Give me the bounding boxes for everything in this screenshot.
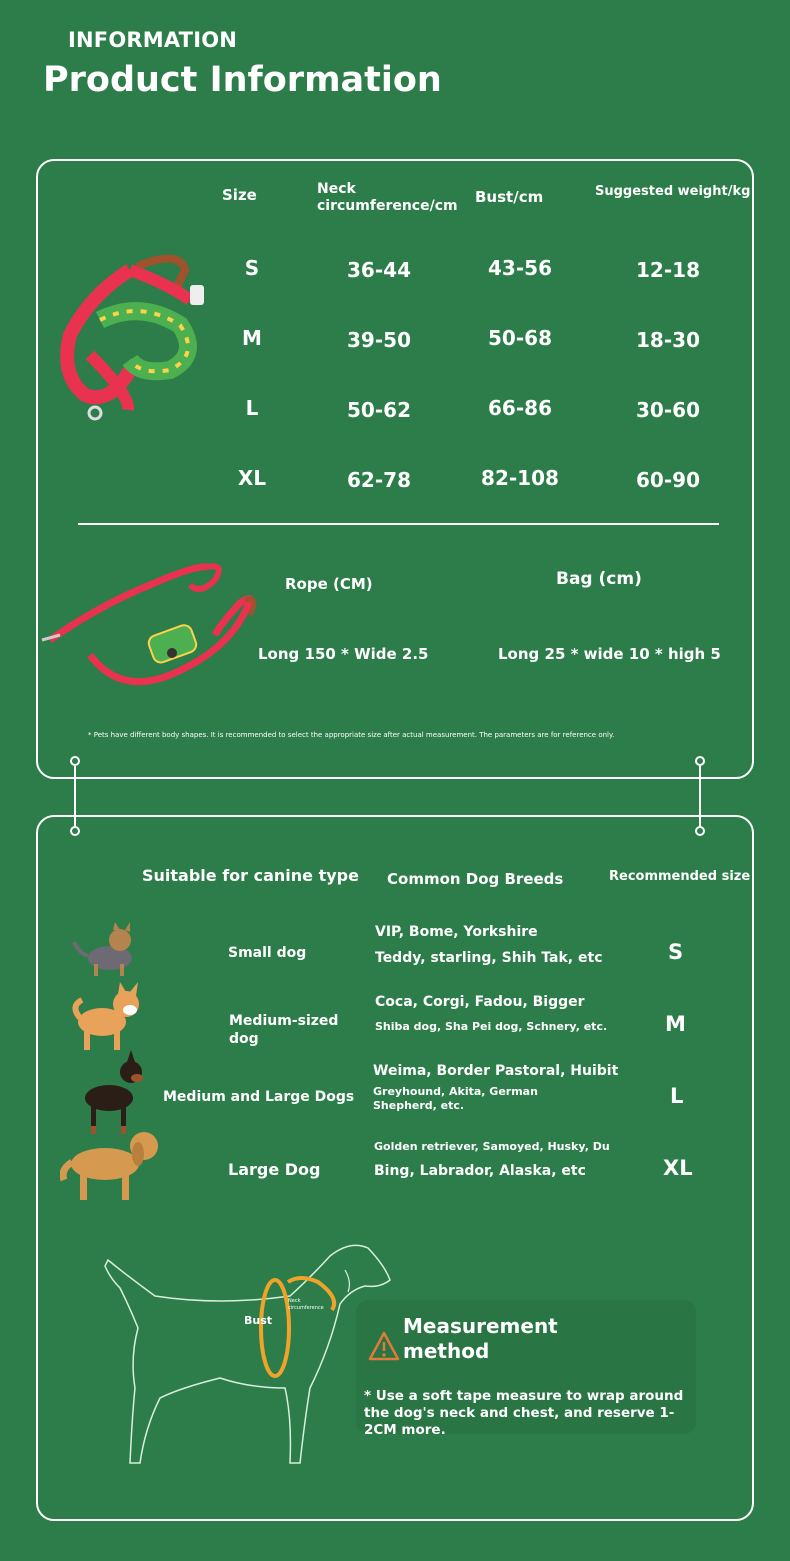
header-common-breeds: Common Dog Breeds [387,870,564,888]
bust-l: 66-86 [488,396,552,420]
section-eyebrow: INFORMATION [68,28,238,52]
recommended-size-medium-large: L [670,1084,684,1108]
measurement-title-line1: Measurement [403,1314,558,1338]
neck-m: 39-50 [347,328,411,352]
bust-label: Bust [244,1314,273,1327]
sizing-note: * Pets have different body shapes. It is recommended to select the appropriate size after actual measurement. The parameters are for reference only. [88,731,615,739]
size-s: S [244,256,260,280]
neck-s: 36-44 [347,258,411,282]
header-canine-type: Suitable for canine type [142,866,359,885]
warning-icon [368,1331,400,1361]
breeds-small-line2: Teddy, starling, Shih Tak, etc [375,950,603,966]
header-weight: Suggested weight/kg [595,184,751,199]
connector-ring [70,756,80,766]
neck-l: 50-62 [347,398,411,422]
neck-label-line2: circumference [288,1305,324,1311]
weight-xl: 60-90 [636,468,700,492]
bust-m: 50-68 [488,326,552,350]
weight-m: 18-30 [636,328,700,352]
bust-s: 43-56 [488,256,552,280]
header-bust: Bust/cm [475,188,544,206]
bust-xl: 82-108 [481,466,559,490]
neck-label-line1: Neck [288,1298,301,1304]
header-recommended-size: Recommended size [609,869,751,884]
recommended-size-medium: M [665,1012,686,1036]
breed-type-large: Large Dog [228,1160,321,1179]
weight-s: 12-18 [636,258,700,282]
leash-image [40,555,260,700]
shiba-dog-image [70,982,150,1054]
weight-l: 30-60 [636,398,700,422]
yorkshire-dog-image [70,922,140,980]
breeds-large-line2: Bing, Labrador, Alaska, etc [374,1163,586,1179]
dog-measurement-diagram [100,1238,400,1470]
header-neck: Neck circumference/cm [317,181,458,214]
breeds-medium-large-line2: Greyhound, Akita, German Shepherd, etc. [373,1085,538,1112]
breeds-medium-line1: Coca, Corgi, Fadou, Bigger [375,994,585,1010]
breed-type-medium-large: Medium and Large Dogs [163,1089,355,1105]
divider [78,523,719,525]
size-l: L [245,396,259,420]
breeds-large-line1: Golden retriever, Samoyed, Husky, Du [374,1140,610,1153]
bag-value: Long 25 * wide 10 * high 5 [498,645,721,663]
golden-retriever-image [60,1124,165,1204]
size-m: M [242,326,262,350]
breeds-small-line1: VIP, Bome, Yorkshire [375,924,538,940]
rope-value: Long 150 * Wide 2.5 [258,645,429,663]
recommended-size-small: S [668,940,684,964]
measurement-title-line2: method [403,1339,490,1363]
connector-ring [695,756,705,766]
page-title: Product Information [43,60,442,100]
neck-xl: 62-78 [347,468,411,492]
breed-type-small: Small dog [228,945,307,961]
breed-type-medium: Medium-sized dog [229,1013,339,1047]
header-size: Size [222,186,257,204]
measurement-instruction: * Use a soft tape measure to wrap around the dog's neck and chest, and reserve 1-2CM more. [364,1388,684,1438]
bag-label: Bag (cm) [556,569,642,589]
size-xl: XL [237,466,267,490]
breeds-medium-line2: Shiba dog, Sha Pei dog, Schnery, etc. [375,1020,608,1033]
rope-label: Rope (CM) [285,575,373,593]
breeds-medium-large-line1: Weima, Border Pastoral, Huibit [373,1063,619,1079]
harness-image [50,245,215,430]
recommended-size-large: XL [663,1156,693,1180]
